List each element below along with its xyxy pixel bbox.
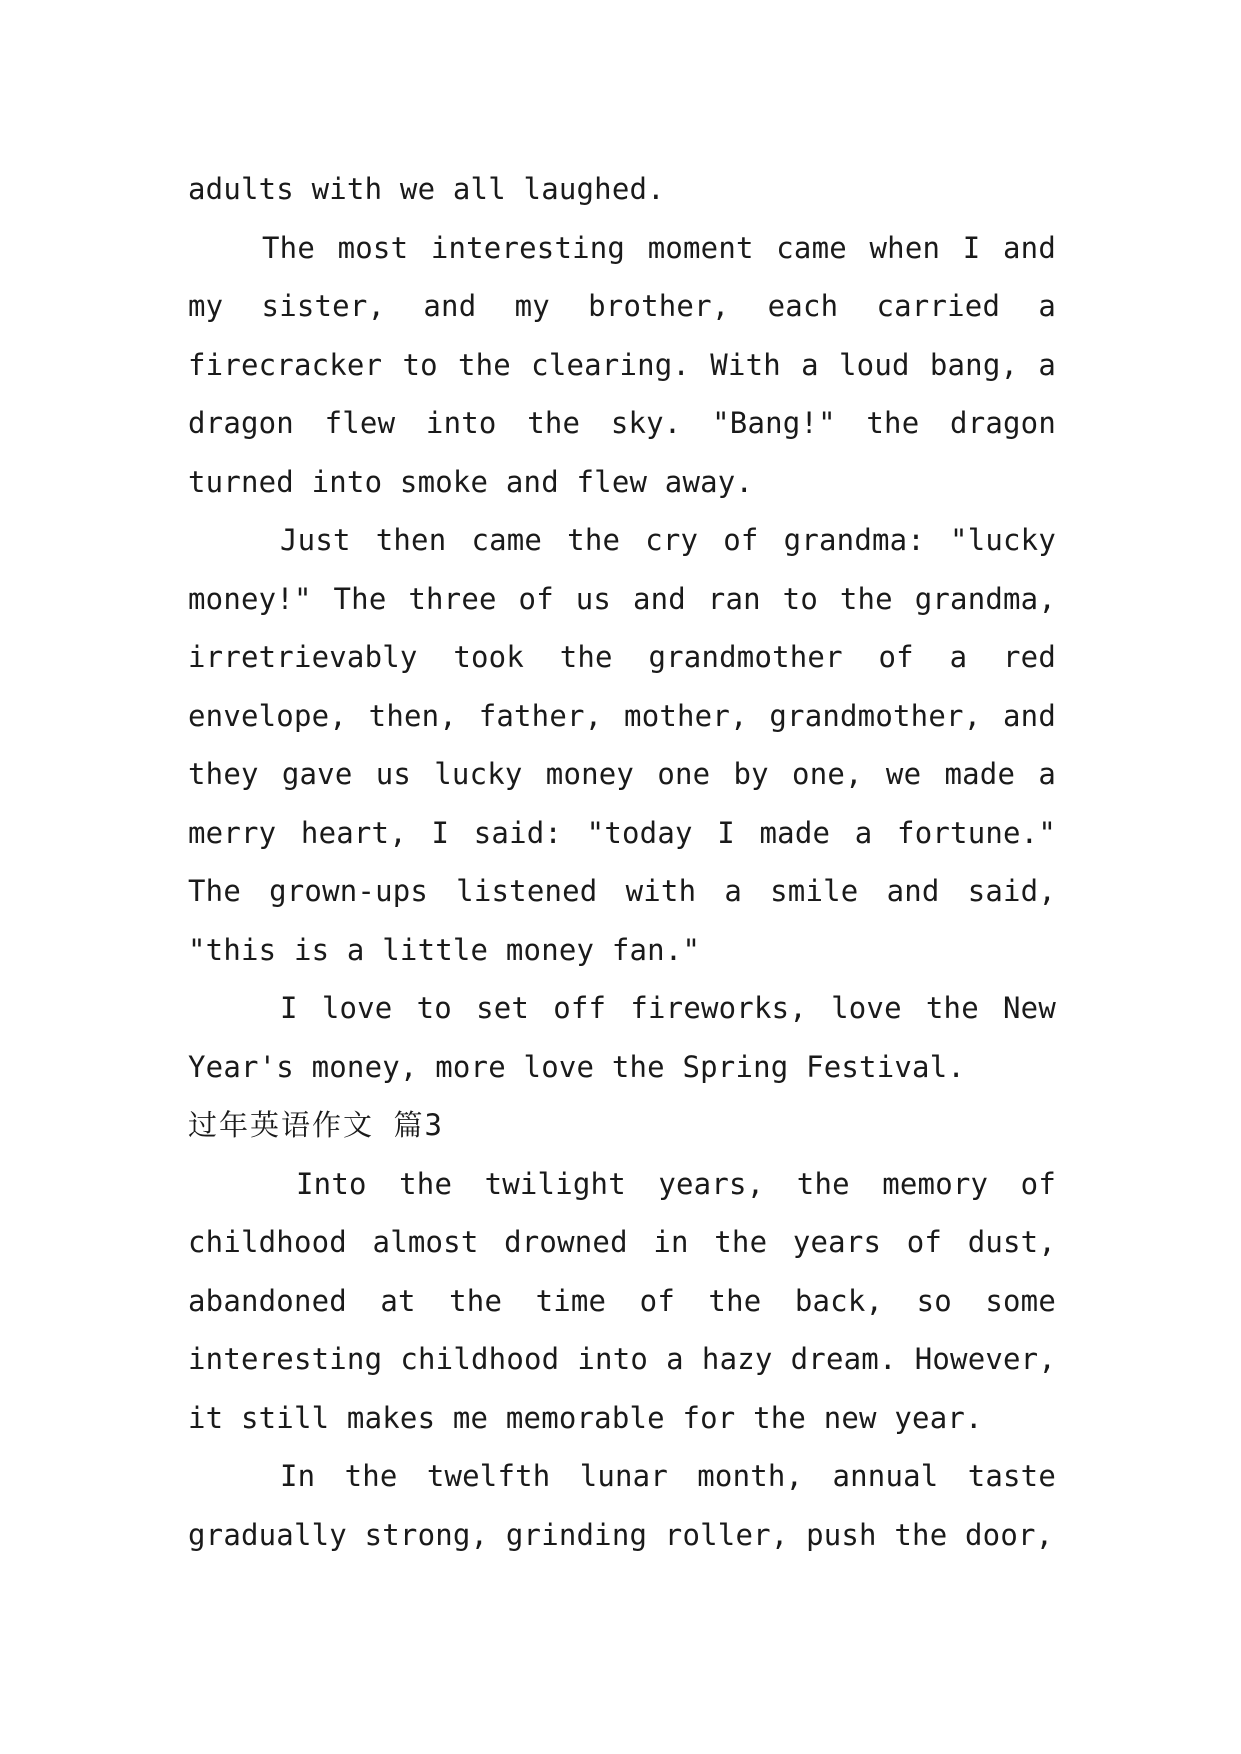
paragraph: Into the twilight years, the memory of childhood almost drowned in the years of dust, abandoned at the time of the back, so some interesting childhood into a hazy dream. However, it still makes me memorable for the new year. <box>188 1166 1056 1435</box>
section-heading: 过年英语作文 篇3 <box>188 1108 444 1142</box>
paragraph: The most interesting moment came when I and my sister, and my brother, each carried a firecracker to the clearing. With a loud bang, a dragon flew into the sky. "Bang!" the dragon turned into smoke and flew away. <box>188 230 1056 499</box>
paragraph: I love to set off fireworks, love the New Year's money, more love the Spring Festival. <box>188 991 1056 1084</box>
paragraph: In the twelfth lunar month, annual taste gradually strong, grinding roller, push the door, <box>188 1459 1056 1552</box>
document-page <box>188 160 1056 1564</box>
paragraph: Just then came the cry of grandma: "lucky money!" The three of us and ran to the grandma, irretrievably took the grandmother of a red envelope, then, father, mother, grandmother, and they gave us lucky money one by one, we made a merry heart, I said: "today I made a fortune." The grown-ups listened with a smile and said, "this is a little money fan." <box>188 523 1056 967</box>
paragraph: adults with we all laughed. <box>188 172 665 206</box>
